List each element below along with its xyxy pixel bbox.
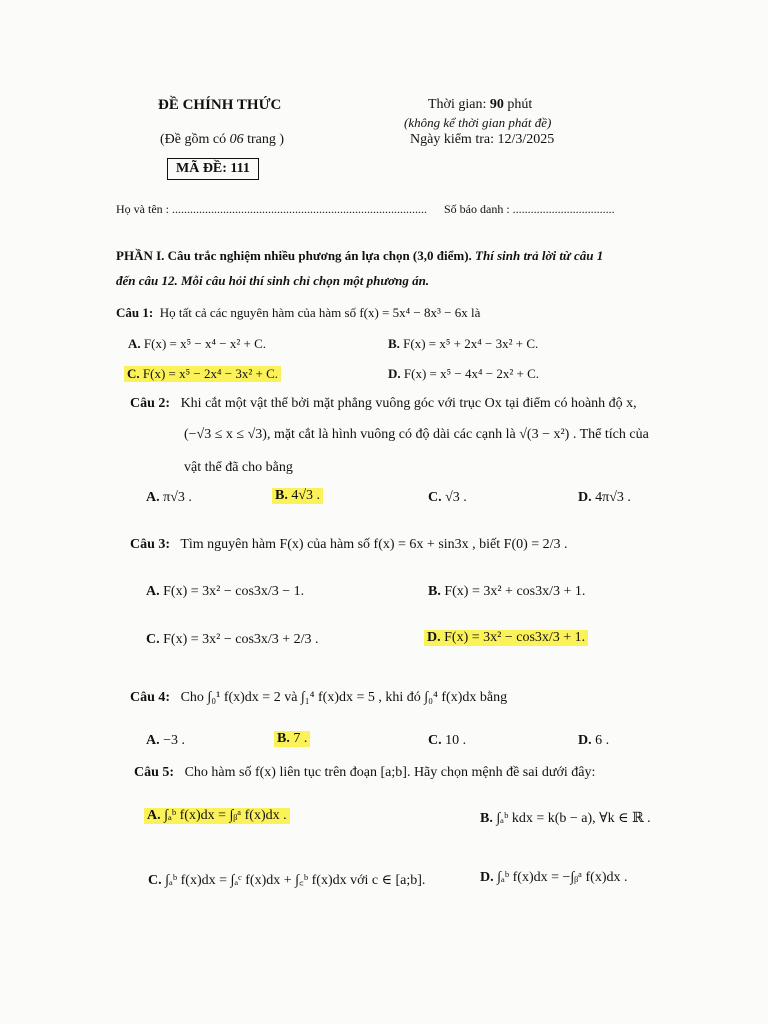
- question-3-stem: Câu 3: Tìm nguyên hàm F(x) của hàm số f(x) = 6x + sin3x , biết F(0) = 2/3 .: [130, 537, 568, 552]
- student-name-line: Họ và tên : .....................................................................................: [116, 202, 427, 216]
- student-id-line: Số báo danh : ..................................: [444, 202, 615, 216]
- q4-option-c: C. 10 .: [428, 733, 467, 748]
- question-2-stem-2: (−√3 ≤ x ≤ √3), mặt cắt là hình vuông có độ dài các cạnh là √(3 − x²) . Thể tích của: [184, 427, 649, 442]
- q4-option-d: D. 6 .: [578, 733, 610, 748]
- q5-option-d: D. ∫ₐᵇ f(x)dx = −∫ᵦᵃ f(x)dx .: [480, 870, 628, 885]
- q3-option-c: C. F(x) = 3x² − cos3x/3 + 2/3 .: [146, 632, 319, 647]
- section-heading-cont: đến câu 12. Mỗi câu hỏi thí sinh chỉ chọn một phương án.: [116, 273, 430, 288]
- question-5-stem: Câu 5: Cho hàm số f(x) liên tục trên đoạn [a;b]. Hãy chọn mệnh đề sai dưới đây:: [134, 765, 596, 780]
- q2-option-b-highlighted: B. 4√3 .: [272, 488, 323, 504]
- q5-option-c: C. ∫ₐᵇ f(x)dx = ∫ₐᶜ f(x)dx + ∫꜀ᵇ f(x)dx với c ∈ [a;b].: [148, 873, 426, 888]
- page-count-note: (Đề gồm có 06 trang ): [160, 132, 285, 147]
- official-title: ĐỀ CHÍNH THỨC: [158, 97, 282, 113]
- q1-option-b: B. F(x) = x⁵ + 2x⁴ − 3x² + C.: [388, 336, 539, 351]
- q2-option-d: D. 4π√3 .: [578, 490, 631, 505]
- q4-option-b-highlighted: B. 7 .: [274, 731, 310, 747]
- exam-time: Thời gian: 90 phút: [428, 97, 533, 112]
- q1-option-d: D. F(x) = x⁵ − 4x⁴ − 2x² + C.: [388, 366, 539, 381]
- exam-code-box: MÃ ĐỀ: 111: [167, 158, 259, 180]
- q2-option-c: C. √3 .: [428, 490, 467, 505]
- q2-option-a: A. π√3 .: [146, 490, 192, 505]
- q1-option-c-highlighted: C. F(x) = x⁵ − 2x⁴ − 3x² + C.: [124, 366, 281, 382]
- section-heading: PHẦN I. Câu trắc nghiệm nhiều phương án lựa chọn (3,0 điểm). Thí sinh trả lời từ câu 1: [116, 248, 604, 263]
- question-1-stem: Câu 1: Họ tất cả các nguyên hàm của hàm số f(x) = 5x⁴ − 8x³ − 6x là: [116, 305, 481, 320]
- q5-option-b: B. ∫ₐᵇ kdx = k(b − a), ∀k ∈ ℝ .: [480, 811, 651, 826]
- q3-option-b: B. F(x) = 3x² + cos3x/3 + 1.: [428, 584, 586, 599]
- q3-option-d-highlighted: D. F(x) = 3x² − cos3x/3 + 1.: [424, 630, 588, 646]
- exam-date: Ngày kiểm tra: 12/3/2025: [410, 132, 555, 147]
- question-2-stem-3: vật thể đã cho bằng: [184, 460, 293, 475]
- q4-option-a: A. −3 .: [146, 733, 186, 748]
- q3-option-a: A. F(x) = 3x² − cos3x/3 − 1.: [146, 584, 305, 599]
- question-2-stem-1: Câu 2: Khi cắt một vật thể bởi mặt phẳng vuông góc với trục Ox tại điểm có hoành độ x,: [130, 396, 637, 411]
- q5-option-a-highlighted: A. ∫ₐᵇ f(x)dx = ∫ᵦᵃ f(x)dx .: [144, 808, 290, 824]
- q1-option-a: A. F(x) = x⁵ − x⁴ − x² + C.: [128, 336, 266, 351]
- question-4-stem: Câu 4: Cho ∫₀¹ f(x)dx = 2 và ∫₁⁴ f(x)dx = 5 , khi đó ∫₀⁴ f(x)dx bằng: [130, 690, 508, 705]
- time-note: (không kể thời gian phát đề): [404, 115, 552, 130]
